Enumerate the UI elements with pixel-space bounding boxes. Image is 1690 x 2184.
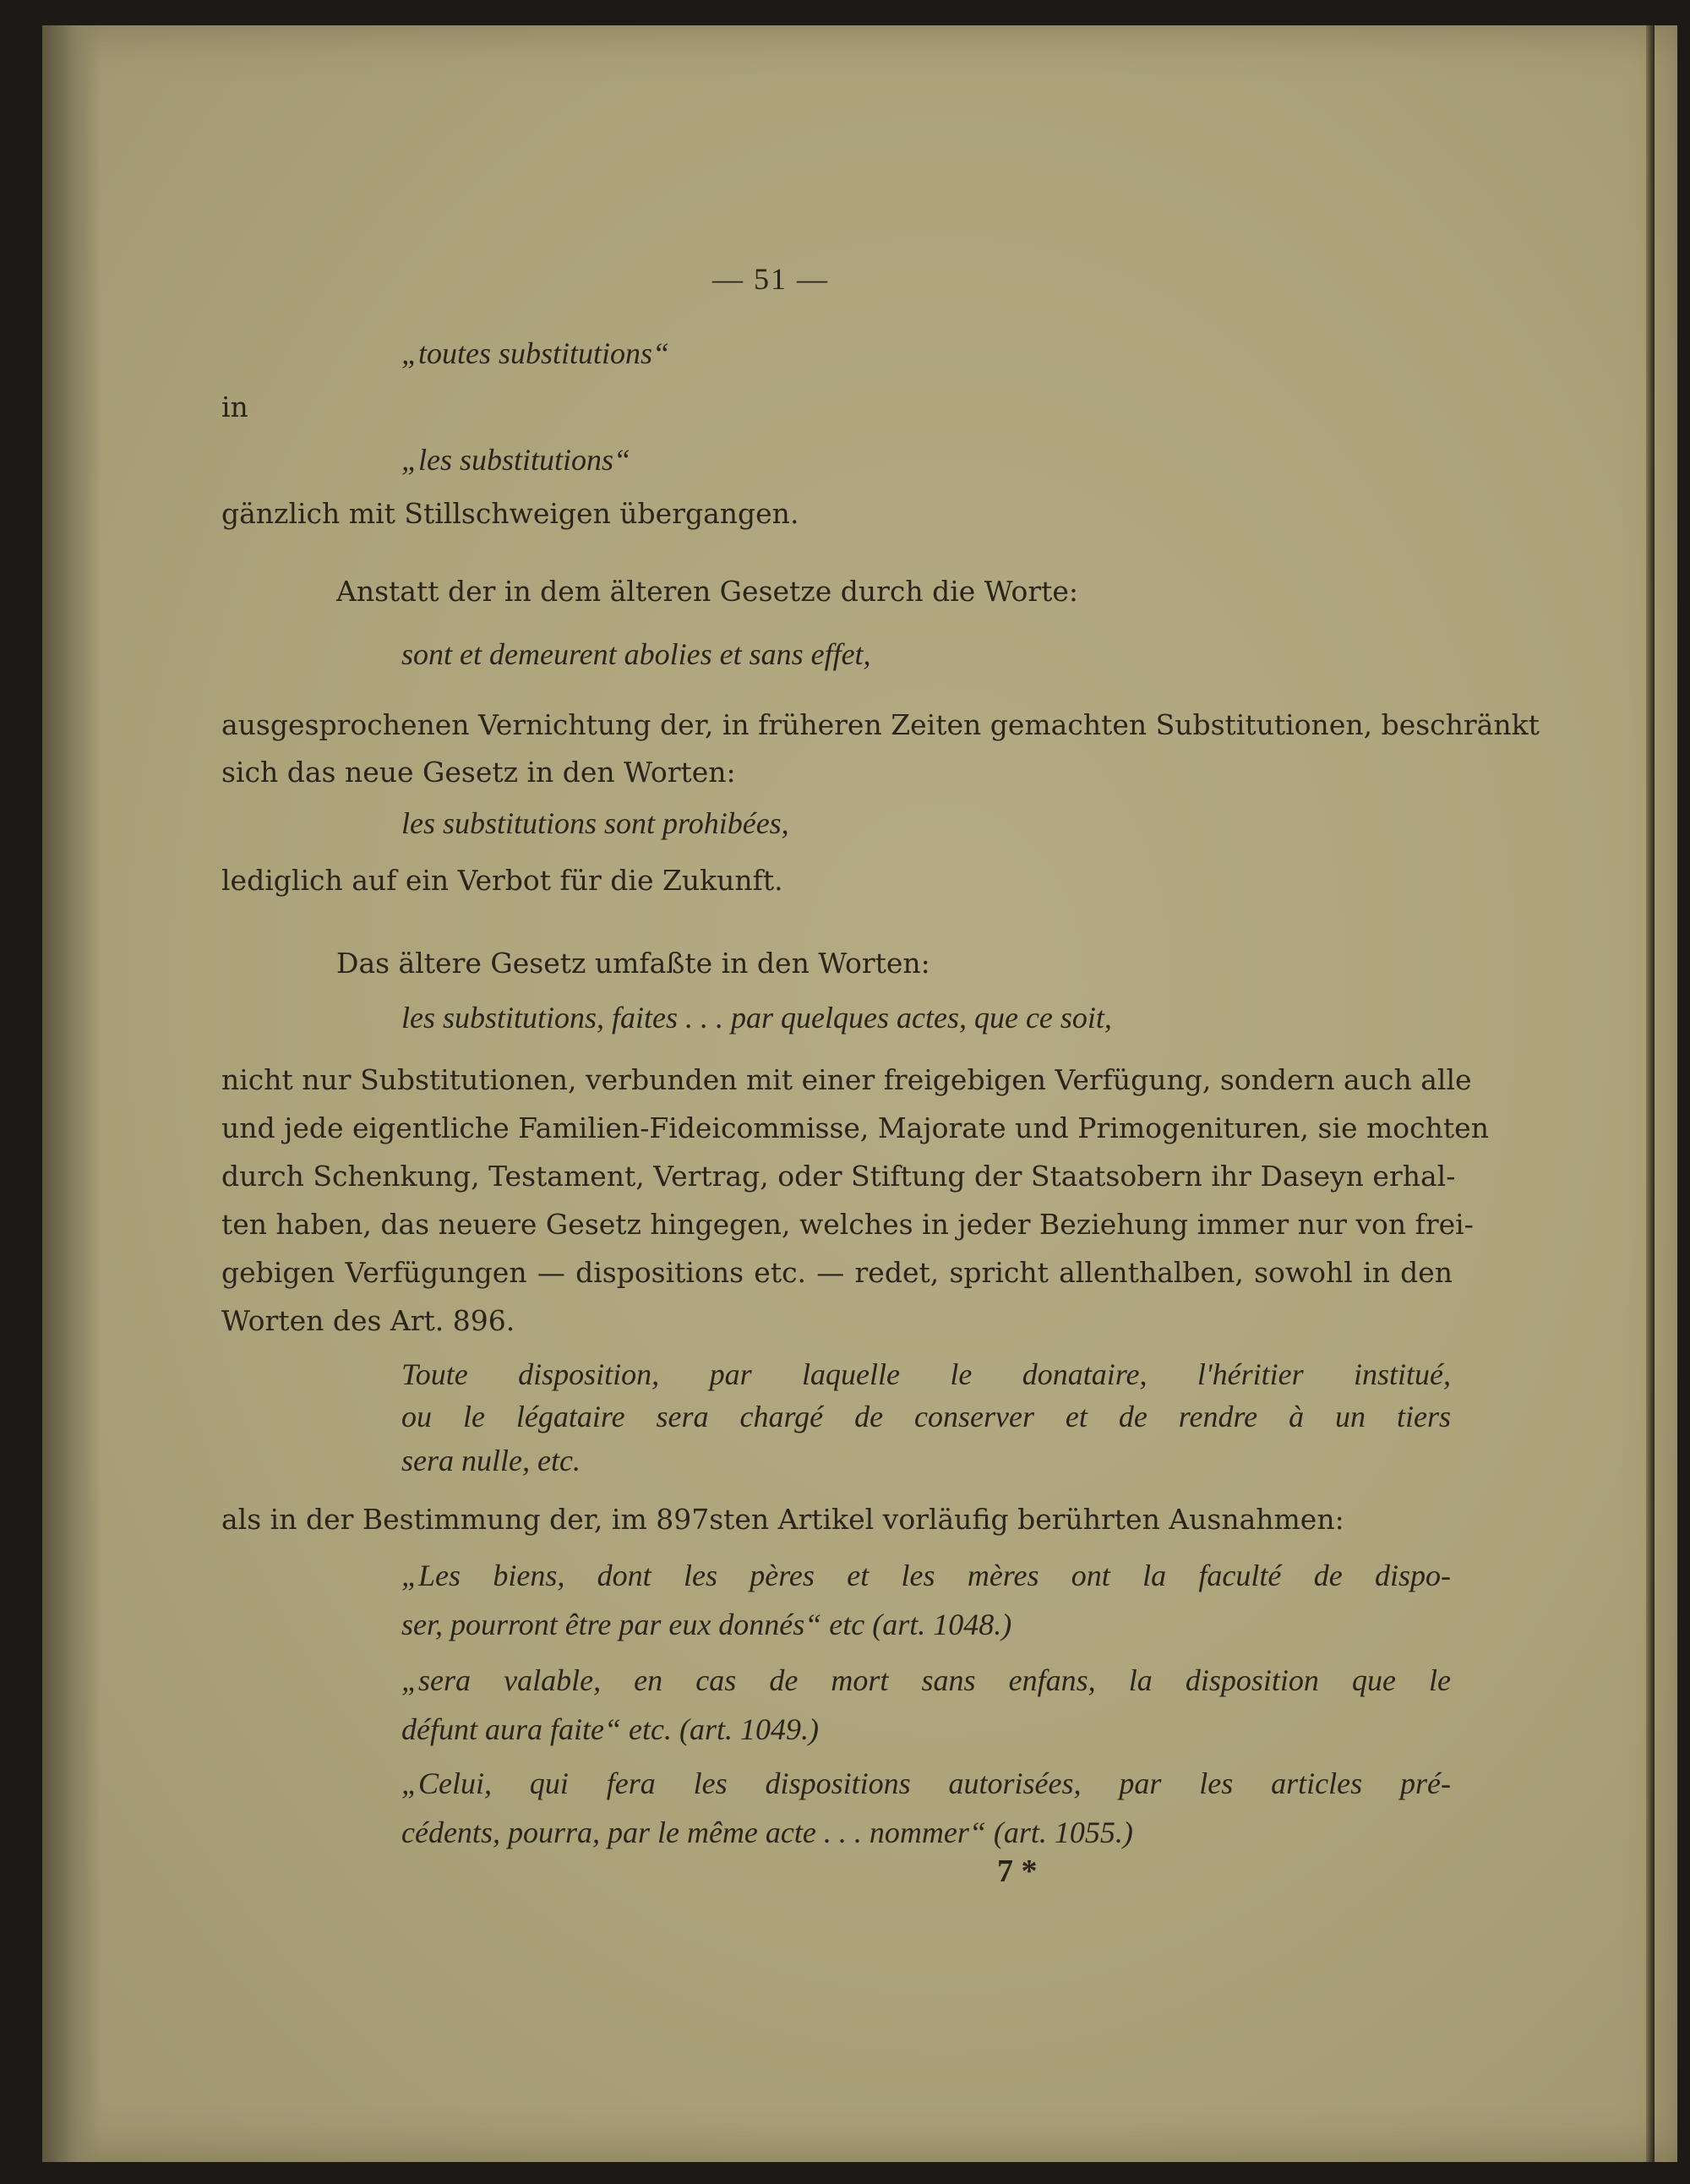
text-line: cédents, pourra, par le même acte . . . nommer“ (art. 1055.)	[401, 1815, 1133, 1849]
text-line: sera nulle, etc.	[401, 1444, 581, 1477]
text-line: défunt aura faite“ etc. (art. 1049.)	[401, 1712, 819, 1746]
text-line: „Les biens, dont les pères et les mères ont la faculté de dispo-	[401, 1559, 1451, 1592]
text-line: ou le légataire sera chargé de conserver et de rendre à un tiers	[401, 1400, 1451, 1433]
signature-mark: 7 *	[997, 1854, 1038, 1889]
text-line: „Celui, qui fera les dispositions autorisées, par les articles pré-	[401, 1766, 1451, 1800]
scanned-page	[42, 25, 1677, 2162]
text-line: „toutes substitutions“	[401, 336, 670, 370]
text-line: nicht nur Substitutionen, verbunden mit einer freigebigen Verfügung, sondern auch alle	[221, 1063, 1472, 1096]
text-line: „les substitutions“	[401, 443, 631, 477]
text-line: durch Schenkung, Testament, Vertrag, oder Stiftung der Staatsobern ihr Daseyn erhal-	[221, 1160, 1456, 1193]
text-line: und jede eigentliche Familien-Fideicommisse, Majorate und Primogenituren, sie mochten	[221, 1111, 1489, 1144]
text-line: les substitutions, faites . . . par quelques actes, que ce soit,	[401, 1001, 1112, 1035]
text-line: Anstatt der in dem älteren Gesetze durch die Worte:	[336, 575, 1079, 608]
text-line: lediglich auf ein Verbot für die Zukunft.	[221, 864, 783, 897]
text-line: sich das neue Gesetz in den Worten:	[221, 756, 736, 789]
text-line: ser, pourront être par eux donnés“ etc (art. 1048.)	[401, 1608, 1012, 1641]
text-line: als in der Bestimmung der, im 897sten Artikel vorläufig berührten Ausnahmen:	[221, 1503, 1344, 1536]
text-line: in	[221, 390, 248, 423]
page-edge-shadow	[1646, 25, 1655, 2162]
text-line: les substitutions sont prohibées,	[401, 806, 789, 840]
text-line: Worten des Art. 896.	[221, 1304, 515, 1337]
text-line: gänzlich mit Stillschweigen übergangen.	[221, 497, 799, 530]
text-line: „sera valable, en cas de mort sans enfans, la disposition que le	[401, 1663, 1451, 1697]
text-line: Das ältere Gesetz umfaßte in den Worten:	[336, 947, 930, 980]
book-spine-shadow	[42, 25, 101, 2162]
text-line: ten haben, das neuere Gesetz hingegen, welches in jeder Beziehung immer nur von frei-	[221, 1208, 1474, 1241]
text-line: gebigen Verfügungen — dispositions etc. — redet, spricht allenthalben, sowohl in den	[221, 1256, 1453, 1289]
text-line: Toute disposition, par laquelle le donataire, l'héritier institué,	[401, 1357, 1451, 1391]
text-line: ausgesprochenen Vernichtung der, in früheren Zeiten gemachten Substitutionen, beschränkt	[221, 708, 1540, 741]
page-number: — 51 —	[712, 262, 829, 296]
text-line: sont et demeurent abolies et sans effet,	[401, 637, 871, 671]
